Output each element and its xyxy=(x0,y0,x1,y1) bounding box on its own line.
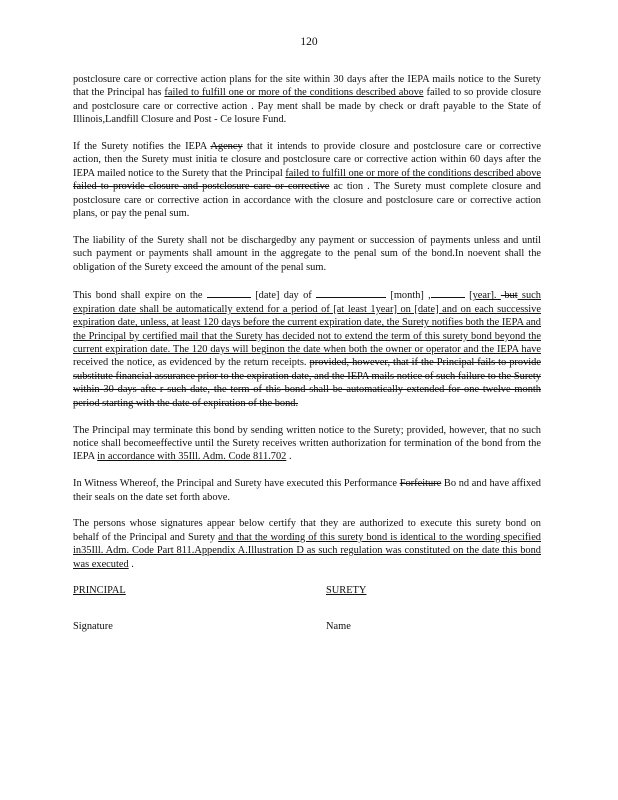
page-number: 120 xyxy=(300,36,318,48)
month-blank xyxy=(316,287,386,298)
inserted-text: in accordance with 35Ill. Adm. Code 811.702 xyxy=(97,451,287,463)
deleted-text: Agency xyxy=(210,141,243,153)
text-run: The liability of the Surety shall not be dischargedby any payment or succession of payments unless and until such payment or payments shall amount in the aggregate to the penal sum of the bond.In noevent shall the obligation of the Surety exceed the amount of the penal sum. xyxy=(73,234,541,273)
document-body xyxy=(73,73,541,655)
text-run: ac tion . The Surety must complete closure and postclosure care or corrective action in accordance with the closure and postclosure care or corrective action plans, or pay the penal sum. xyxy=(73,181,541,220)
paragraph-certification xyxy=(73,517,541,571)
paragraph-liability xyxy=(73,234,541,274)
paragraph-termination xyxy=(73,424,541,464)
text-run: Bo nd and have affixed their seals on the date set forth above. xyxy=(73,478,541,503)
signature-block xyxy=(73,584,541,655)
text-run: In Witness Whereof, the Principal and Surety have executed this Performance xyxy=(73,478,400,490)
text-run: . xyxy=(128,558,134,570)
date-blank xyxy=(207,287,251,298)
name-label: Name xyxy=(326,620,351,632)
text-run: postclosure care or corrective action plans for the site within 30 days after the IEPA mails notice to the Surety that the Principal has xyxy=(73,74,541,99)
text-run: [month] , xyxy=(386,290,431,302)
year-blank xyxy=(431,287,465,298)
text-run: received the notice, as evidenced by the return receipts. xyxy=(73,357,310,369)
surety-column xyxy=(326,584,541,655)
paragraph-expiration xyxy=(73,287,541,410)
principal-column xyxy=(73,584,326,655)
text-run: The Principal may terminate this bond by sending written notice to the Surety; provided, however, that no such notice shall becomeeffective until the Surety receives written authorization for termination of the bond from the IEPA xyxy=(73,424,541,463)
inserted-text: such expiration date shall be automatically extend for a period of [at least 1year] on [date] and on each successive expiration date, unless, at least 120 days before the current expiration date, the Surety notifies both the IEPA and the Principal by certified mail that the Surety has decided not to extend the term of this surety bond beyond the current expiration date. The 120 days will beginon the date when both the owner or operator and the IEPA have xyxy=(73,290,541,356)
text-run: [ xyxy=(464,290,473,302)
deleted-text: Forfeiture xyxy=(399,478,442,490)
inserted-text: failed to fulfill one or more of the conditions described above xyxy=(285,167,541,179)
text-run: If the Surety notifies the IEPA xyxy=(73,141,211,153)
surety-label: SURETY xyxy=(326,585,367,597)
text-run: [date] day of xyxy=(250,290,317,302)
text-run: The persons whose signatures appear below certify that they are authorized to execute this surety bond on behalf of the Principal and Surety xyxy=(73,518,541,543)
inserted-text: failed to fulfill one or more of the conditions described above xyxy=(164,87,424,99)
paragraph-surety-notifies xyxy=(73,140,541,220)
text-run: This bond shall expire on the xyxy=(73,290,207,302)
deleted-text: -but xyxy=(500,290,518,302)
signature-label: Signature xyxy=(73,620,113,632)
text-run: . xyxy=(286,451,292,463)
text-run: failed to so provide closure and postclosure care or corrective action . Pay ment shall be made by check or draft payable to the State of Illinois,Landfill Closure and Post - Ce losure Fund. xyxy=(73,87,541,126)
paragraph-payment xyxy=(73,73,541,127)
inserted-text: year]. xyxy=(472,290,501,302)
deleted-text: failed to provide closure and postclosure care or corrective xyxy=(73,181,330,193)
principal-label: PRINCIPAL xyxy=(73,585,126,597)
paragraph-witness xyxy=(73,477,541,504)
text-run: that it intends to provide closure and postclosure care or corrective action, then the Surety must initia te closure and postclosure care or corrective action within 60 days after the IEPA mailed notice to the Surety that the Principal xyxy=(73,141,541,179)
deleted-text: provided, however, that if the Principal fails to provide substitute financial assurance prior to the expiration date, and the IEPA mails notice of such failure to the Surety within 30 days afte r such date, the term of this bond shall be automatically extended for one twelve month period starting with the date of expiration of the bond. xyxy=(73,357,541,409)
inserted-text: and that the wording of this surety bond is identical to the wording specified in35Ill. Adm. Code Part 811.Appendix A.Illustration D as such regulation was constituted on the date this bond was executed xyxy=(73,531,541,570)
